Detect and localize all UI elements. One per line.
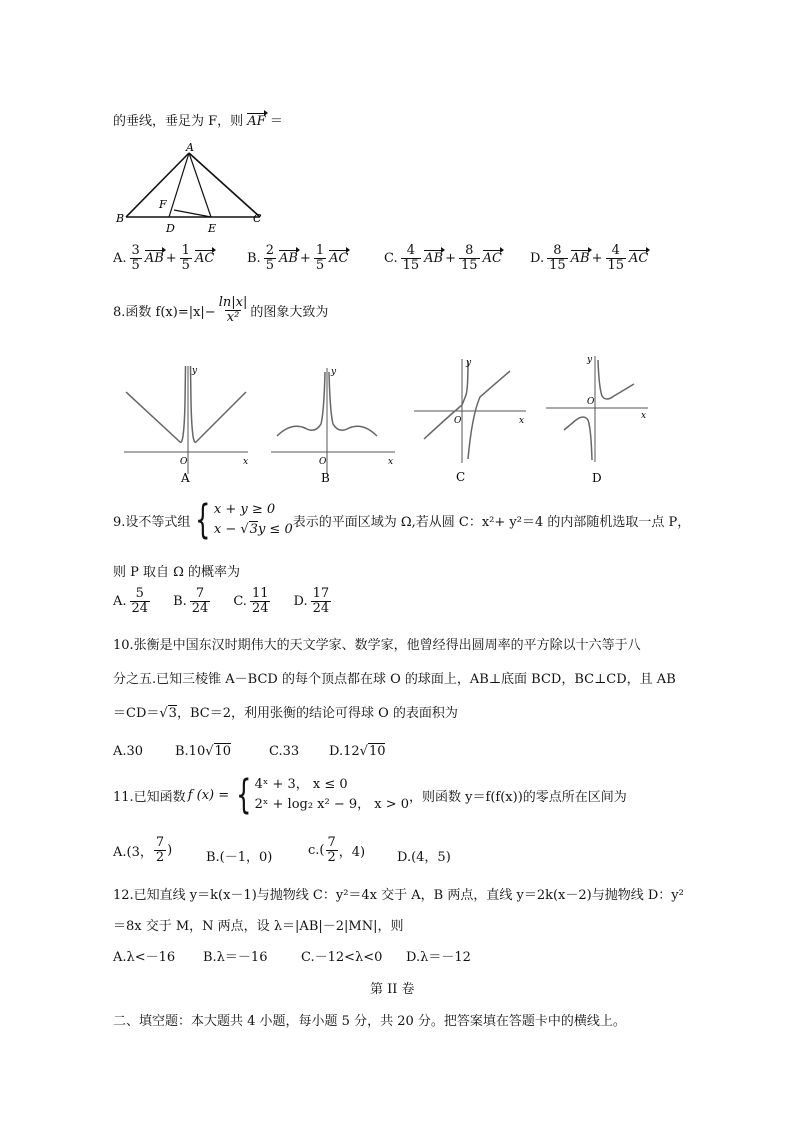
q11-option-d: D.(4，5) — [397, 850, 451, 865]
origin-label: O — [319, 457, 327, 467]
vector-ab: AB — [570, 250, 590, 266]
option-letter: C. — [384, 250, 398, 266]
plus-sign: + — [445, 250, 457, 266]
ineq-part: x − — [213, 522, 241, 537]
frac-den: 5 — [315, 257, 325, 273]
inequality-row: x − √3y ≤ 0 — [213, 522, 293, 537]
q10-text: ，BC＝2，利用张衡的结论可得球 O 的表面积为 — [176, 706, 458, 721]
q10-option-b: B.10√10 — [175, 744, 232, 759]
q9-suffix: 表示的平面区域为 Ω,若从圆 C：x²+ y²＝4 的内部随机选取一点 P， — [292, 514, 691, 530]
q9-option-b — [173, 587, 211, 615]
frac-den: x² — [226, 309, 240, 325]
frac-num: 17 — [312, 586, 330, 601]
q7-option-d — [530, 244, 648, 272]
vector-ac: AC — [194, 250, 215, 266]
frac-den: 5 — [265, 257, 274, 273]
graph-label: D — [592, 471, 602, 485]
q12-option-a: A.λ<－16 — [113, 950, 176, 965]
frac-num: 3 — [131, 243, 140, 258]
coef-fraction — [459, 244, 480, 272]
sqrt-radicand: 3 — [249, 522, 258, 537]
option-fraction — [130, 587, 151, 615]
vector-ac: AC — [482, 250, 502, 266]
q7-triangle-figure — [112, 140, 272, 236]
label-a: A — [186, 141, 194, 154]
q11-fx: f (x) = — [187, 787, 230, 803]
brace-icon: { — [195, 497, 211, 543]
q12-option-d: D.λ＝－12 — [406, 950, 471, 965]
q7-equals: ＝ — [269, 114, 283, 129]
label-e: E — [208, 222, 217, 235]
frac-den: 24 — [131, 600, 149, 616]
coef-fraction — [314, 244, 326, 272]
frac-num: 1 — [315, 243, 325, 258]
q8-prefix: 8.函数 f(x)=|x|− — [113, 304, 216, 320]
graph-label: B — [321, 471, 330, 485]
sqrt-radicand: 10 — [368, 744, 386, 759]
option-fraction — [311, 587, 332, 615]
frac-den: 15 — [607, 257, 625, 273]
q11-stem — [113, 772, 627, 818]
plus-sign: + — [299, 250, 311, 266]
vector-ab: AB — [278, 250, 298, 266]
coef-fraction — [606, 244, 627, 272]
origin-label: O — [587, 397, 595, 407]
y-axis-label: y — [192, 366, 198, 376]
graph-c — [410, 355, 530, 485]
q10-option-a: A.30 — [113, 744, 144, 759]
coef-fraction — [130, 244, 142, 272]
origin-label: O — [454, 416, 462, 426]
q7-option-a — [113, 244, 214, 272]
q11-prefix: 11.已知函数 — [113, 789, 186, 805]
option-fraction — [250, 587, 271, 615]
frac-num: 4 — [611, 243, 620, 258]
section-title: 第 II 卷 — [370, 982, 415, 997]
ineq-part: y ≤ 0 — [257, 522, 293, 537]
frac-num: ln|x| — [218, 295, 248, 310]
q9-stem — [113, 497, 691, 543]
q7-option-b — [247, 244, 348, 272]
label-b: B — [116, 212, 125, 225]
vector-ab: AB — [424, 250, 444, 266]
frac-den: 24 — [251, 600, 269, 616]
q8-stem — [113, 296, 328, 324]
y-axis-label: y — [466, 358, 472, 368]
option-fraction — [326, 836, 338, 864]
q11-option-b: B.(－1，0) — [206, 850, 273, 865]
frac-num: 8 — [553, 243, 562, 258]
q10-text: ＝CD＝ — [113, 706, 160, 721]
q9-line2: 则 P 取自 Ω 的概率为 — [113, 565, 241, 580]
option-letter: A. — [113, 250, 127, 266]
frac-num: 7 — [155, 835, 165, 850]
frac-den: 5 — [181, 257, 190, 273]
graph-a — [122, 362, 252, 486]
piecewise-function — [231, 772, 410, 818]
coef-fraction — [264, 244, 276, 272]
q10-line2: 分之五.已知三棱锥 A－BCD 的每个顶点都在球 O 的球面上，AB⊥底面 BCD，BC⊥CD，且 AB — [113, 672, 676, 687]
q7-stem — [113, 110, 283, 129]
q9-option-a — [113, 587, 151, 615]
option-letter: B. — [173, 593, 187, 609]
q9-options — [113, 587, 332, 615]
option-text: A.(3， — [113, 844, 153, 860]
q10-line3: ＝CD＝√3，BC＝2，利用张衡的结论可得球 O 的表面积为 — [113, 706, 458, 721]
piecewise-row: 4ˣ + 3， x ≤ 0 — [254, 777, 348, 792]
option-fraction — [154, 836, 166, 864]
frac-den: 24 — [312, 600, 330, 616]
q11-option-a — [113, 836, 172, 864]
q12-option-c: C.－12<λ<0 — [301, 950, 383, 965]
x-axis-label: x — [243, 457, 249, 467]
frac-num: 4 — [406, 243, 416, 258]
option-text: B.10 — [175, 744, 206, 759]
option-text: c.( — [308, 842, 325, 858]
frac-num: 8 — [465, 243, 474, 258]
frac-num: 11 — [251, 586, 269, 601]
inequality-system — [190, 497, 293, 543]
label-d: D — [166, 222, 175, 235]
q10-option-c: C.33 — [269, 744, 300, 759]
frac-num: 2 — [265, 243, 274, 258]
q10-option-d: D.12√10 — [329, 744, 386, 759]
brace-icon: { — [236, 772, 252, 818]
frac-den: 24 — [191, 600, 209, 616]
vector-ac: AC — [329, 250, 349, 266]
inequality-row: x + y ≥ 0 — [213, 502, 276, 517]
vector-af: AF — [247, 114, 266, 129]
q12-option-b: B.λ＝－16 — [203, 950, 268, 965]
label-f: F — [159, 198, 167, 211]
frac-den: 5 — [131, 257, 140, 273]
option-letter: D. — [530, 250, 545, 266]
origin-label: O — [180, 457, 188, 467]
option-fraction — [190, 587, 211, 615]
graph-b — [269, 362, 399, 486]
graph-label: C — [456, 470, 466, 484]
frac-num: 1 — [181, 243, 190, 258]
coef-fraction — [547, 244, 568, 272]
plus-sign: + — [591, 250, 603, 266]
frac-den: 15 — [402, 257, 420, 273]
y-axis-label: y — [331, 367, 337, 377]
q10-line1: 10.张衡是中国东汉时期伟大的天文学家、数学家，他曾经得出圆周率的平方除以十六等于八 — [113, 638, 641, 653]
sqrt-radicand: 10 — [214, 744, 232, 759]
frac-den: 15 — [549, 257, 566, 273]
frac-den: 15 — [461, 257, 478, 273]
q7-stem-text: 的垂线，垂足为 F，则 — [113, 114, 244, 129]
vector-ab: AB — [144, 250, 164, 266]
q9-option-c — [233, 587, 271, 615]
option-letter: D. — [293, 593, 308, 609]
graph-label: A — [181, 471, 190, 485]
option-letter: B. — [247, 250, 261, 266]
y-axis-label: y — [587, 355, 593, 365]
frac-den: 2 — [155, 849, 165, 865]
q7-option-c — [384, 244, 502, 272]
x-axis-label: x — [641, 411, 647, 421]
q9-prefix: 9.设不等式组 — [113, 514, 191, 530]
option-text: ，4) — [338, 844, 366, 860]
q12-line2: ＝8x 交于 M，N 两点，设 λ＝|AB|－2|MN|，则 — [113, 919, 404, 934]
x-axis-label: x — [388, 457, 394, 467]
piecewise-row: 2ˣ + log₂ x² − 9， x > 0 — [254, 797, 410, 812]
q11-option-c — [308, 836, 365, 864]
q12-line1: 12.已知直线 y＝k(x－1)与抛物线 C：y²＝4x 交于 A，B 两点，直线 y＝2k(x－2)与抛物线 D：y² — [113, 888, 684, 903]
sqrt-radicand: 3 — [168, 706, 177, 721]
label-c: C — [253, 212, 262, 225]
x-axis-label: x — [519, 416, 525, 426]
plus-sign: + — [165, 250, 177, 266]
q11-suffix: ，则函数 y＝f(f(x))的零点所在区间为 — [409, 789, 627, 805]
coef-fraction — [401, 244, 422, 272]
q8-fraction — [217, 296, 250, 324]
coef-fraction — [180, 244, 192, 272]
graph-d — [542, 352, 652, 486]
fill-blank-heading: 二、填空题：本大题共 4 小题，每小题 5 分，共 20 分。把答案填在答题卡中的横线上。 — [113, 1014, 626, 1029]
frac-den: 2 — [327, 849, 336, 865]
q8-suffix: 的图象大致为 — [250, 304, 329, 320]
q9-option-d — [293, 587, 332, 615]
frac-num: 7 — [195, 586, 205, 601]
option-text: ) — [167, 842, 173, 858]
option-letter: C. — [233, 593, 247, 609]
vector-ac: AC — [629, 250, 649, 266]
frac-num: 5 — [135, 586, 144, 601]
frac-num: 7 — [327, 835, 336, 850]
option-letter: A. — [113, 593, 127, 609]
option-text: D.12 — [329, 744, 360, 759]
